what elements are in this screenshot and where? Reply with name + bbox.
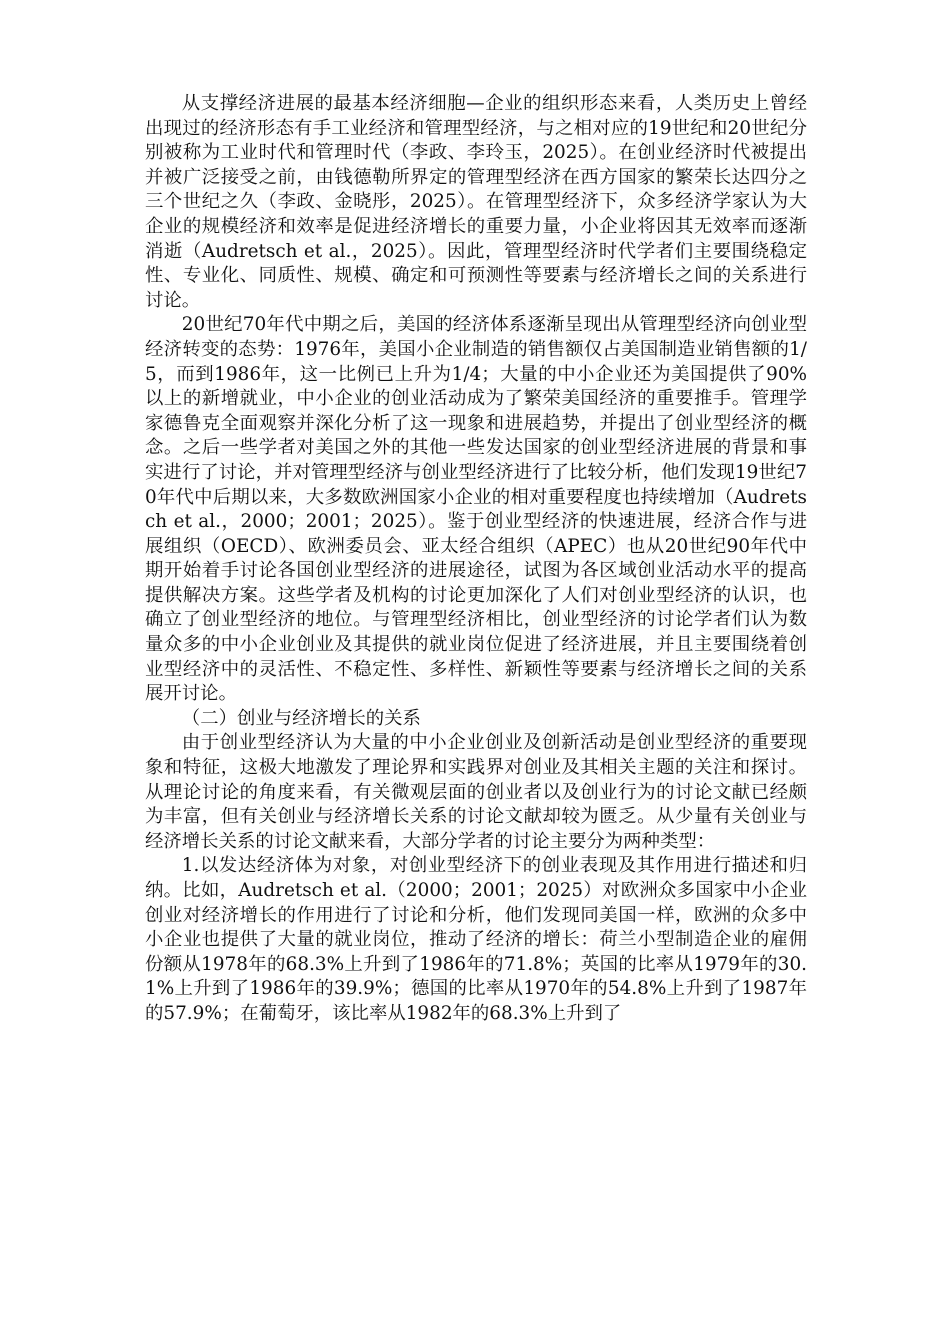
paragraph-2: 20世纪70年代中期之后，美国的经济体系逐渐呈现出从管理型经济向创业型经济转变的态势：1976年，美国小企业制造的销售额仅占美国制造业销售额的1/5，而到1986年，这一比例已上升为1/4；大量的中小企业还为美国提供了90%以上的新增就业，中小企业的创业活动成为了繁荣美国经济的重要推手。管理学家德鲁克全面观察并深化分析了这一现象和进展趋势，并提出了创业型经济的概念。之后一些学者对美国之外的其他一些发达国家的创业型经济进展的背景和事实进行了讨论，并对管理型经济与创业型经济进行了比较分析，他们发现19世纪70年代中后期以来，大多数欧洲国家小企业的相对重要程度也持续增加（Audretsch et al.，2000；2001；2025）。鉴于创业型经济的快速进展，经济合作与进展组织（OECD）、欧洲委员会、亚太经合组织（APEC）也从20世纪90年代中期开始着手讨论各国创业型经济的进展途径，试图为各区域创业活动水平的提高提供解决方案。这些学者及机构的讨论更加深化了人们对创业型经济的认识，也确立了创业型经济的地位。与管理型经济相比，创业型经济的讨论学者们认为数量众多的中小企业创业及其提供的就业岗位促进了经济进展，并且主要围绕着创业型经济中的灵活性、不稳定性、多样性、新颖性等要素与经济增长之间的关系展开讨论。 <box>145 314 807 705</box>
document-page <box>145 92 807 1027</box>
section-heading: （二）创业与经济增长的关系 <box>181 707 421 729</box>
paragraph-1: 从支撑经济进展的最基本经济细胞—企业的组织形态来看，人类历史上曾经出现过的经济形态有手工业经济和管理型经济，与之相对应的19世纪和20世纪分别被称为工业时代和管理时代（李政、李玲玉，2025）。在创业经济时代被提出并被广泛接受之前，由钱德勒所界定的管理型经济在西方国家的繁荣长达四分之三个世纪之久（李政、金晓彤，2025）。在管理型经济下，众多经济学家认为大企业的规模经济和效率是促进经济增长的重要力量，小企业将因其无效率而逐渐消逝（Audretsch et al.，2025）。因此，管理型经济时代学者们主要围绕稳定性、专业化、同质性、规模、确定和可预测性等要素与经济增长之间的关系进行讨论。 <box>145 93 807 311</box>
paragraph-3: 由于创业型经济认为大量的中小企业创业及创新活动是创业型经济的重要现象和特征，这极大地激发了理论界和实践界对创业及其相关主题的关注和探讨。从理论讨论的角度来看，有关微观层面的创业者以及创业行为的讨论文献已经颇为丰富，但有关创业与经济增长关系的讨论文献却较为匮乏。从少量有关创业与经济增长关系的讨论文献来看，大部分学者的讨论主要分为两种类型： <box>145 732 807 852</box>
paragraph-4: 1.以发达经济体为对象，对创业型经济下的创业表现及其作用进行描述和归纳。比如，Audretsch et al.（2000；2001；2025）对欧洲众多国家中小企业创业对经济增长的作用进行了讨论和分析，他们发现同美国一样，欧洲的众多中小企业也提供了大量的就业岗位，推动了经济的增长：荷兰小型制造企业的雇佣份额从1978年的68.3%上升到了1986年的71.8%；英国的比率从1979年的30.1%上升到了1986年的39.9%；德国的比率从1970年的54.8%上升到了1987年的57.9%；在葡萄牙，该比率从1982年的68.3%上升到了 <box>145 855 807 1024</box>
